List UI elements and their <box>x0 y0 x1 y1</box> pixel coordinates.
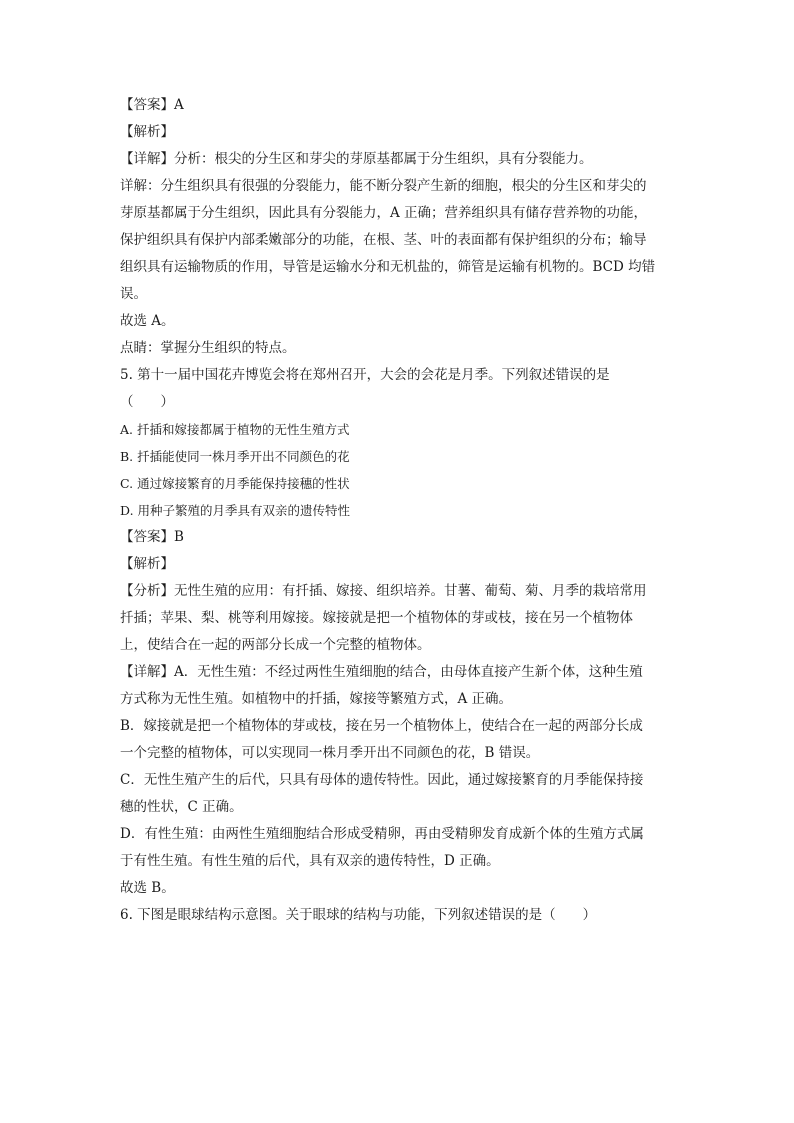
answer-label-q5: 【答案】B <box>120 529 184 545</box>
detail-line: 【详解】分析：根尖的分生区和芽尖的芽原基都属于分生组织，具有分裂能力。 <box>120 151 593 167</box>
option-a: A. 扦插和嫁接都属于植物的无性生殖方式 <box>120 422 350 437</box>
detail-line: 一个完整的植物体，可以实现同一株月季开出不同颜色的花，B 错误。 <box>120 745 540 761</box>
analysis-label-q4: 【解析】 <box>120 124 174 140</box>
analysis-line: 上，使结合在一起的两部分长成一个完整的植物体。 <box>120 637 431 653</box>
answer-label-q4: 【答案】A <box>120 97 184 113</box>
analysis-line: 【分析】无性生殖的应用：有扦插、嫁接、组织培养。甘薯、葡萄、菊、月季的栽培常用 <box>120 583 647 599</box>
analysis-label-q5: 【解析】 <box>120 556 174 572</box>
option-c: C. 通过嫁接繁育的月季能保持接穗的性状 <box>120 476 350 491</box>
detail-line: 【详解】A．无性生殖：不经过两性生殖细胞的结合，由母体直接产生新个体，这种生殖 <box>120 664 643 680</box>
document-body <box>120 92 700 929</box>
detail-line: 方式称为无性生殖。如植物中的扦插，嫁接等繁殖方式，A 正确。 <box>120 691 513 707</box>
question-5-blank: （ ） <box>120 394 174 410</box>
question-5-stem: 5. 第十一届中国花卉博览会将在郑州召开，大会的会花是月季。下列叙述错误的是 <box>120 367 610 383</box>
option-b: B. 扦插能使同一株月季开出不同颜色的花 <box>120 449 350 464</box>
choice-conclusion-q5: 故选 B。 <box>120 880 175 896</box>
analysis-line: 扦插；苹果、梨、桃等利用嫁接。嫁接就是把一个植物体的芽或枝，接在另一个植物体 <box>120 610 633 626</box>
detail-line: 保护组织具有保护内部柔嫩部分的功能，在根、茎、叶的表面都有保护组织的分布；输导 <box>120 232 647 248</box>
detail-line: C．无性生殖产生的后代，只具有母体的遗传特性。因此，通过嫁接繁育的月季能保持接 <box>120 772 644 788</box>
detail-line: D．有性生殖：由两性生殖细胞结合形成受精卵，再由受精卵发育成新个体的生殖方式属 <box>120 826 644 842</box>
detail-line: 组织具有运输物质的作用，导管是运输水分和无机盐的，筛管是运输有机物的。BCD 均错 <box>120 259 656 275</box>
detail-line: 误。 <box>120 286 147 302</box>
key-point-q4: 点睛：掌握分生组织的特点。 <box>120 340 296 356</box>
detail-line: 穗的性状，C 正确。 <box>120 799 243 815</box>
detail-line: 详解：分生组织具有很强的分裂能力，能不断分裂产生新的细胞，根尖的分生区和芽尖的 <box>120 178 647 194</box>
option-d: D. 用种子繁殖的月季具有双亲的遗传特性 <box>120 503 351 518</box>
choice-conclusion-q4: 故选 A。 <box>120 313 175 329</box>
detail-line: 芽原基都属于分生组织，因此具有分裂能力，A 正确；营养组织具有储存营养物的功能， <box>120 205 648 221</box>
detail-line: 于有性生殖。有性生殖的后代，具有双亲的遗传特性，D 正确。 <box>120 853 500 869</box>
detail-line: B．嫁接就是把一个植物体的芽或枝，接在另一个植物体上，使结合在一起的两部分长成 <box>120 718 643 734</box>
question-6-stem: 6. 下图是眼球结构示意图。关于眼球的结构与功能，下列叙述错误的是（ ） <box>120 907 597 923</box>
